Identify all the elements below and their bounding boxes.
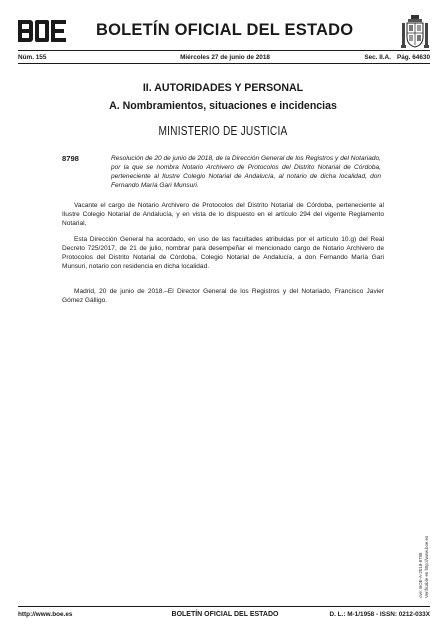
- subsection-heading: A. Nombramientos, situaciones e incidencias: [109, 100, 337, 112]
- subheader-rule: [18, 63, 430, 64]
- section-page: [358, 54, 430, 61]
- header-rule: [18, 50, 430, 51]
- section-code: Sec. II.A.: [364, 54, 391, 61]
- verification-note: [418, 536, 429, 598]
- issue-date: Miércoles 27 de junio de 2018: [180, 54, 270, 61]
- ministry-heading: MINISTERIO DE JUSTICIA: [158, 123, 288, 138]
- signature-paragraph: Madrid, 20 de junio de 2018.–El Director General de los Registros y del Notariado, Francisco Javier Gómez Gálligo.: [62, 288, 384, 304]
- masthead-title: BOLETÍN OFICIAL DEL ESTADO: [96, 21, 354, 39]
- body-paragraph: Esta Dirección General ha acordado, en uso de las facultades atribuidas por el artículo 10.g) del Real Decreto 725/2017, de 21 de julio, nombrar para desempeñar el mencionado cargo de Notario Archivero de Protocolos del Distrito Notarial de Córdoba, Colegio Notarial de Andalucía, a don Fernando María Gari Munsuri, notario con residencia en dicha localidad.: [62, 236, 384, 270]
- footer-rule: [18, 606, 430, 607]
- boe-logo: [18, 20, 66, 42]
- footer-title: BOLETÍN OFICIAL DEL ESTADO: [171, 611, 279, 618]
- verification-text: Verificable en http://www.boe.es: [423, 535, 429, 598]
- footer-legal: D. L.: M-1/1958 - ISSN: 0212-033X: [329, 611, 430, 618]
- cve-code: cve: BOE-A-2018-8798: [418, 552, 423, 598]
- resolution-title: Resolución de 20 de junio de 2018, de la Dirección General de los Registros y del Notariado, por la que se nombra Notario Archivero de Protocolos del Distrito Notarial de Córdoba, perteneciente al Ilustre Colegio Notarial de Andalucía, al notario de dicha localidad, don Fernando María Gari Munsuri.: [111, 155, 381, 189]
- coat-of-arms-icon: [400, 14, 430, 50]
- resolution-number: 8798: [62, 154, 79, 163]
- page-number: Pág. 64630: [396, 54, 430, 61]
- footer-url-link[interactable]: http://www.boe.es: [18, 611, 73, 618]
- section-heading: II. AUTORIDADES Y PERSONAL: [142, 82, 304, 94]
- body-paragraph: Vacante el cargo de Notario Archivero de Protocolos del Distrito Notarial de Córdoba, perteneciente al Ilustre Colegio Notarial de Andalucía, y en vista de lo dispuesto en el artículo 294 del vigente Reglamento Notarial,: [62, 202, 384, 227]
- issue-number: Núm. 155: [18, 54, 47, 61]
